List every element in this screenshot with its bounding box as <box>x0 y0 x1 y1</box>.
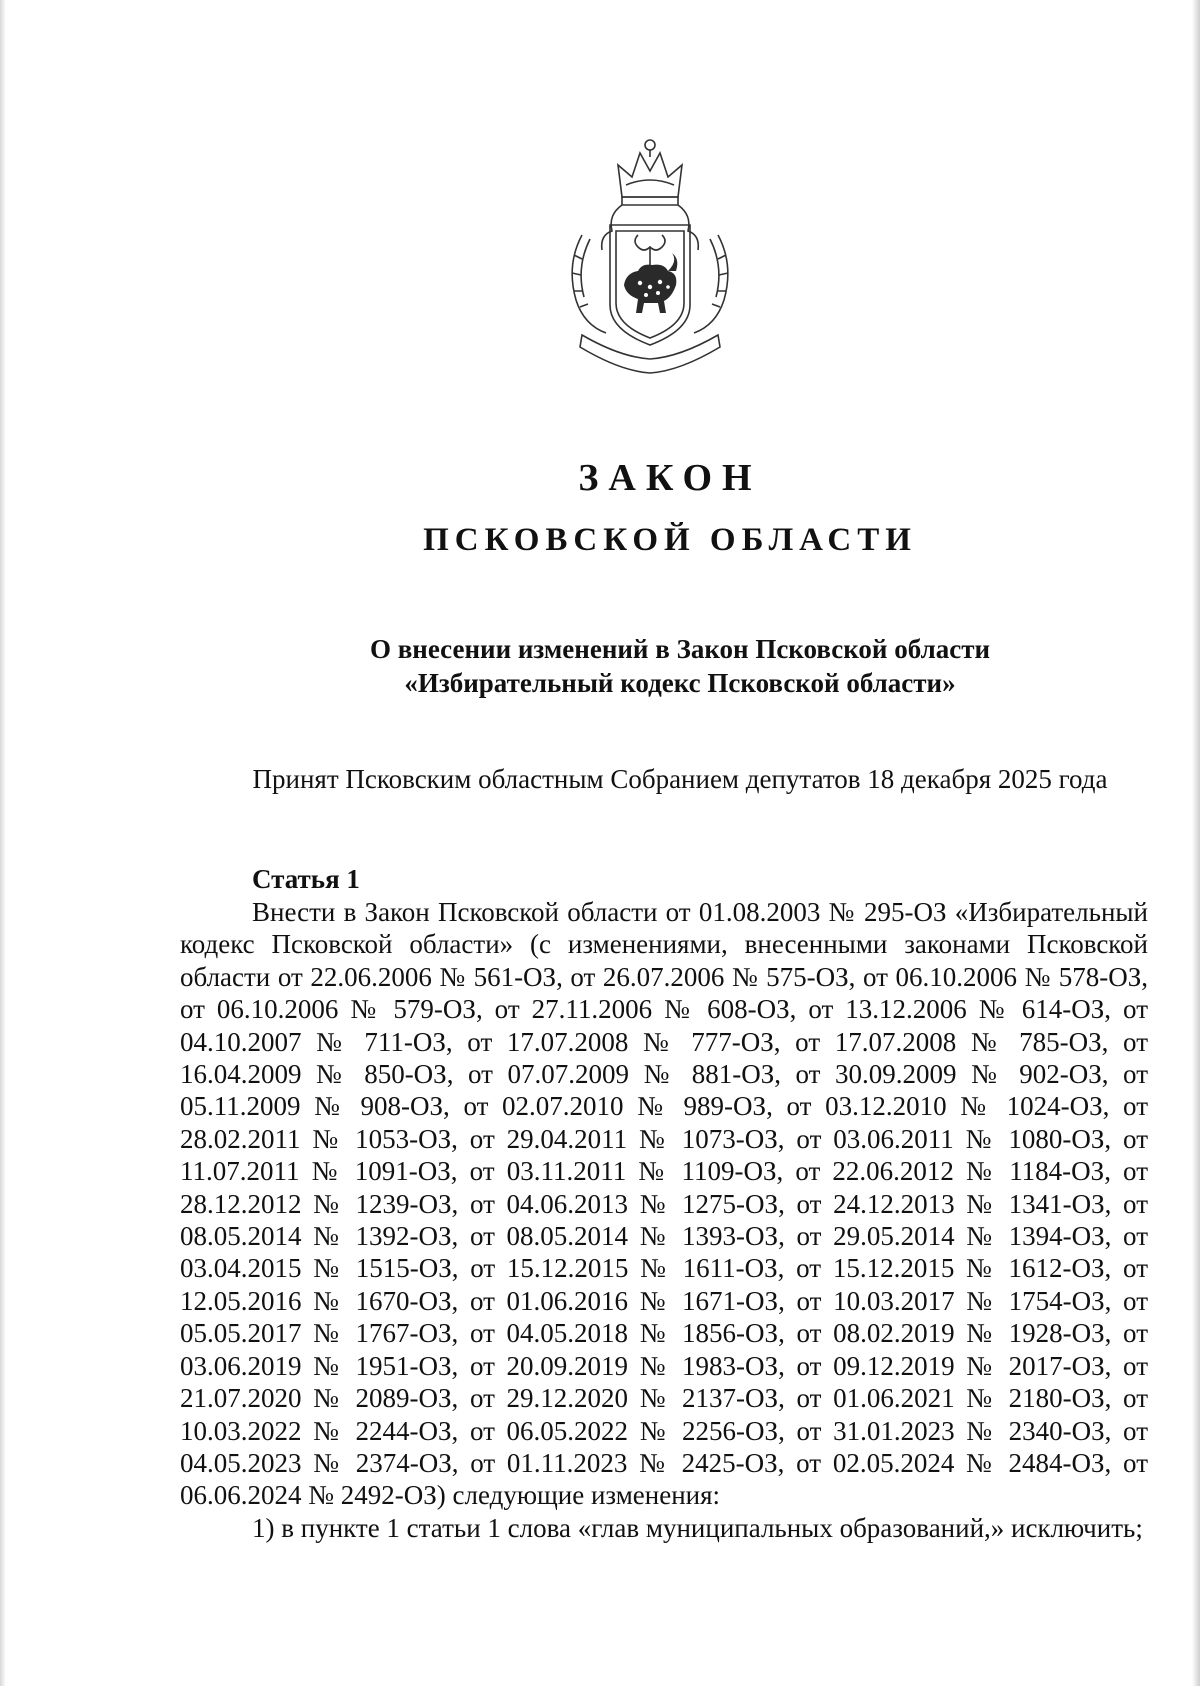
adoption-statement: Принят Псковским областным Собранием депутатов 18 декабря 2025 года <box>252 764 1108 794</box>
law-subject <box>180 632 1180 700</box>
article-body <box>180 896 1148 1544</box>
scan-edge-right <box>1192 0 1200 1686</box>
coat-of-arms-icon <box>560 135 740 385</box>
scan-edge-left <box>0 0 6 1686</box>
law-subject-line1: О внесении изменений в Закон Псковской области <box>369 634 991 664</box>
article-paragraph-1: Внести в Закон Псковской области от 01.08.2003 № 295-ОЗ «Избирательный кодекс Псковской области» (с изменениями, внесенными законами Псковской области от 22.06.2006 № 561-ОЗ, от 26.07.2006 № 575-ОЗ, от 06.10.2006 № 578-ОЗ, от 06.10.2006 № 579-ОЗ, от 27.11.2006 № 608-ОЗ, от 13.12.2006 № 614-ОЗ, от 04.10.2007 № 711-ОЗ, от 17.07.2008 № 777-ОЗ, от 17.07.2008 № 785-ОЗ, от 16.04.2009 № 850-ОЗ, от 07.07.2009 № 881-ОЗ, от 30.09.2009 № 902-ОЗ, от 05.11.2009 № 908-ОЗ, от 02.07.2010 № 989-ОЗ, от 03.12.2010 № 1024-ОЗ, от 28.02.2011 № 1053-ОЗ, от 29.04.2011 № 1073-ОЗ, от 03.06.2011 № 1080-ОЗ, от 11.07.2011 № 1091-ОЗ, от 03.11.2011 № 1109-ОЗ, от 22.06.2012 № 1184-ОЗ, от 28.12.2012 № 1239-ОЗ, от 04.06.2013 № 1275-ОЗ, от 24.12.2013 № 1341-ОЗ, от 08.05.2014 № 1392-ОЗ, от 08.05.2014 № 1393-ОЗ, от 29.05.2014 № 1394-ОЗ, от 03.04.2015 № 1515-ОЗ, от 15.12.2015 № 1611-ОЗ, от 15.12.2015 № 1612-ОЗ, от 12.05.2016 № 1670-ОЗ, от 01.06.2016 № 1671-ОЗ, от 10.03.2017 № 1754-ОЗ, от 05.05.2017 № 1767-ОЗ, от 04.05.2018 № 1856-ОЗ, от 08.02.2019 № 1928-ОЗ, от 03.06.2019 № 1951-ОЗ, от 20.09.2019 № 1983-ОЗ, от 09.12.2019 № 2017-ОЗ, от 21.07.2020 № 2089-ОЗ, от 29.12.2020 № 2137-ОЗ, от 01.06.2021 № 2180-ОЗ, от 10.03.2022 № 2244-ОЗ, от 06.05.2022 № 2256-ОЗ, от 31.01.2023 № 2340-ОЗ, от 04.05.2023 № 2374-ОЗ, от 01.11.2023 № 2425-ОЗ, от 02.05.2024 № 2484-ОЗ, от 06.06.2024 № 2492-ОЗ) следующие изменения: <box>180 897 1148 1511</box>
region-title: ПСКОВСКОЙ ОБЛАСТИ <box>423 522 917 558</box>
law-title: ЗАКОН <box>578 457 762 499</box>
article-paragraph-2: 1) в пункте 1 статьи 1 слова «глав муниципальных образований,» исключить; <box>252 1512 1143 1543</box>
law-subject-line2: «Избирательный кодекс Псковской области» <box>404 668 956 698</box>
article-heading: Статья 1 <box>252 864 360 894</box>
